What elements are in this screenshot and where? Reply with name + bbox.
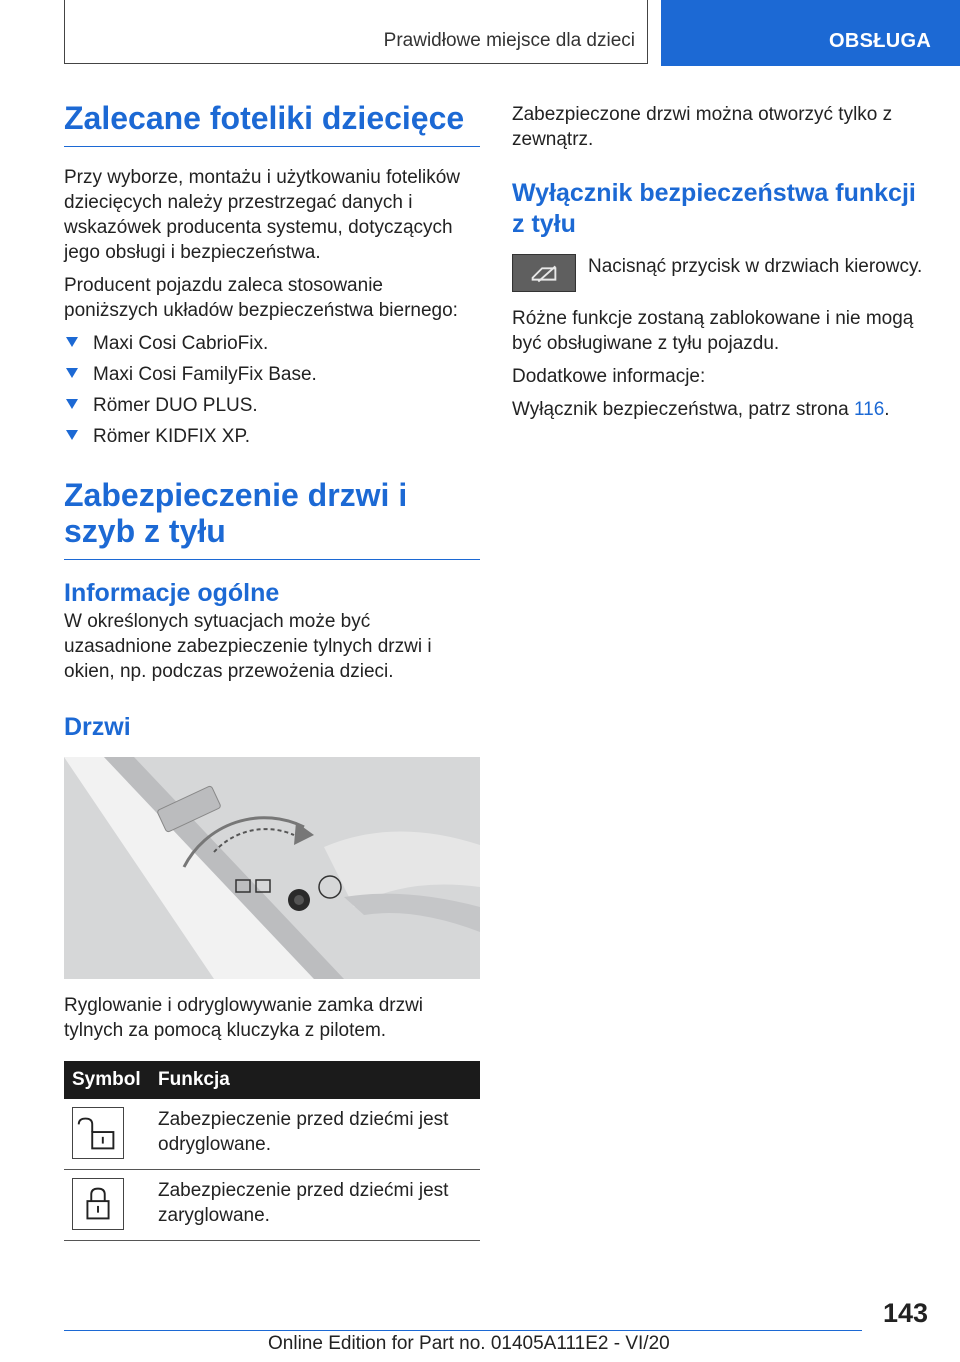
table-cell: Zabezpieczenie przed dziećmi jest zaryglowane. — [158, 1170, 480, 1241]
chapter-tab[interactable]: OBSŁUGA — [661, 0, 960, 66]
heading-safety-switch: Wyłącznik bezpieczeństwa funkcji z tyłu — [512, 179, 916, 238]
list-item — [64, 393, 480, 424]
seat-list — [64, 331, 480, 455]
bullet-triangle-icon — [66, 430, 78, 440]
bullet-triangle-icon — [66, 368, 78, 378]
list-item — [64, 362, 480, 393]
section-title: Prawidłowe miejsce dla dzieci — [383, 30, 635, 51]
paragraph-more-info: Dodatkowe informacje: — [512, 366, 706, 387]
safety-switch-instruction — [512, 254, 928, 294]
footer-divider — [64, 1330, 862, 1331]
left-column — [64, 100, 480, 1241]
bullet-triangle-icon — [66, 399, 78, 409]
column-header-symbol: Symbol — [64, 1061, 158, 1099]
photo-caption: Ryglowanie i odryglowywanie zamka drzwi tylnych za pomocą kluczyka z pilotem. — [64, 995, 424, 1041]
unlocked-padlock-icon — [72, 1107, 124, 1159]
list-item-label: Römer KIDFIX XP. — [93, 426, 250, 447]
reference-end: . — [884, 399, 890, 420]
paragraph-general-info: W określonych sytuacjach może być uzasadnione zabezpieczenie tylnych drzwi i okien, np. podczas przewożenia dzieci. — [64, 611, 432, 682]
bullet-triangle-icon — [66, 337, 78, 347]
switch-instruction-text: Nacisnąć przycisk w drzwiach kierowcy. — [588, 256, 923, 277]
rear-safety-switch-icon — [512, 254, 576, 292]
paragraph-locked-doors: Zabezpieczone drzwi można otworzyć tylko z zewnątrz. — [512, 104, 893, 150]
edition-footer: Online Edition for Part no. 01405A111E2 - VI/20 — [268, 1333, 670, 1354]
list-item-label: Maxi Cosi FamilyFix Base. — [93, 364, 317, 385]
page-number: 143 — [882, 1298, 928, 1328]
paragraph-reference — [512, 397, 928, 422]
column-header-function: Funkcja — [158, 1061, 480, 1099]
paragraph-seats-intro: Przy wyborze, montażu i użytkowaniu fotelików dziecięcych należy przestrzegać danych i wskazówek producenta systemu, dotyczących jego obsługi i bezpieczeństwa. — [64, 167, 460, 263]
list-item — [64, 424, 480, 455]
reference-text: Wyłącznik bezpieczeństwa, patrz strona — [512, 399, 854, 420]
list-item-label: Maxi Cosi CabrioFix. — [93, 333, 269, 354]
right-column — [512, 102, 928, 422]
heading-rear-locks: Zabezpieczenie drzwi i szyb z tyłu — [64, 477, 480, 560]
door-lock-photo — [64, 757, 480, 979]
table-row — [64, 1170, 480, 1241]
page-reference-link[interactable]: 116 — [853, 399, 885, 420]
running-header — [64, 0, 648, 64]
heading-recommended-seats: Zalecane foteliki dziecięce — [64, 100, 480, 147]
locked-padlock-icon — [72, 1178, 124, 1230]
list-item-label: Römer DUO PLUS. — [93, 395, 258, 416]
heading-doors: Drzwi — [64, 713, 131, 741]
list-item — [64, 331, 480, 362]
table-row — [64, 1099, 480, 1170]
paragraph-seats-recommend: Producent pojazdu zaleca stosowanie poniższych układów bezpieczeństwa biernego: — [64, 275, 458, 321]
paragraph-blocked-functions: Różne funkcje zostaną zablokowane i nie mogą być obsługiwane z tyłu pojazdu. — [512, 308, 914, 354]
heading-general-info: Informacje ogólne — [64, 579, 280, 607]
symbol-table — [64, 1061, 480, 1241]
table-cell: Zabezpieczenie przed dziećmi jest odryglowane. — [158, 1099, 480, 1170]
